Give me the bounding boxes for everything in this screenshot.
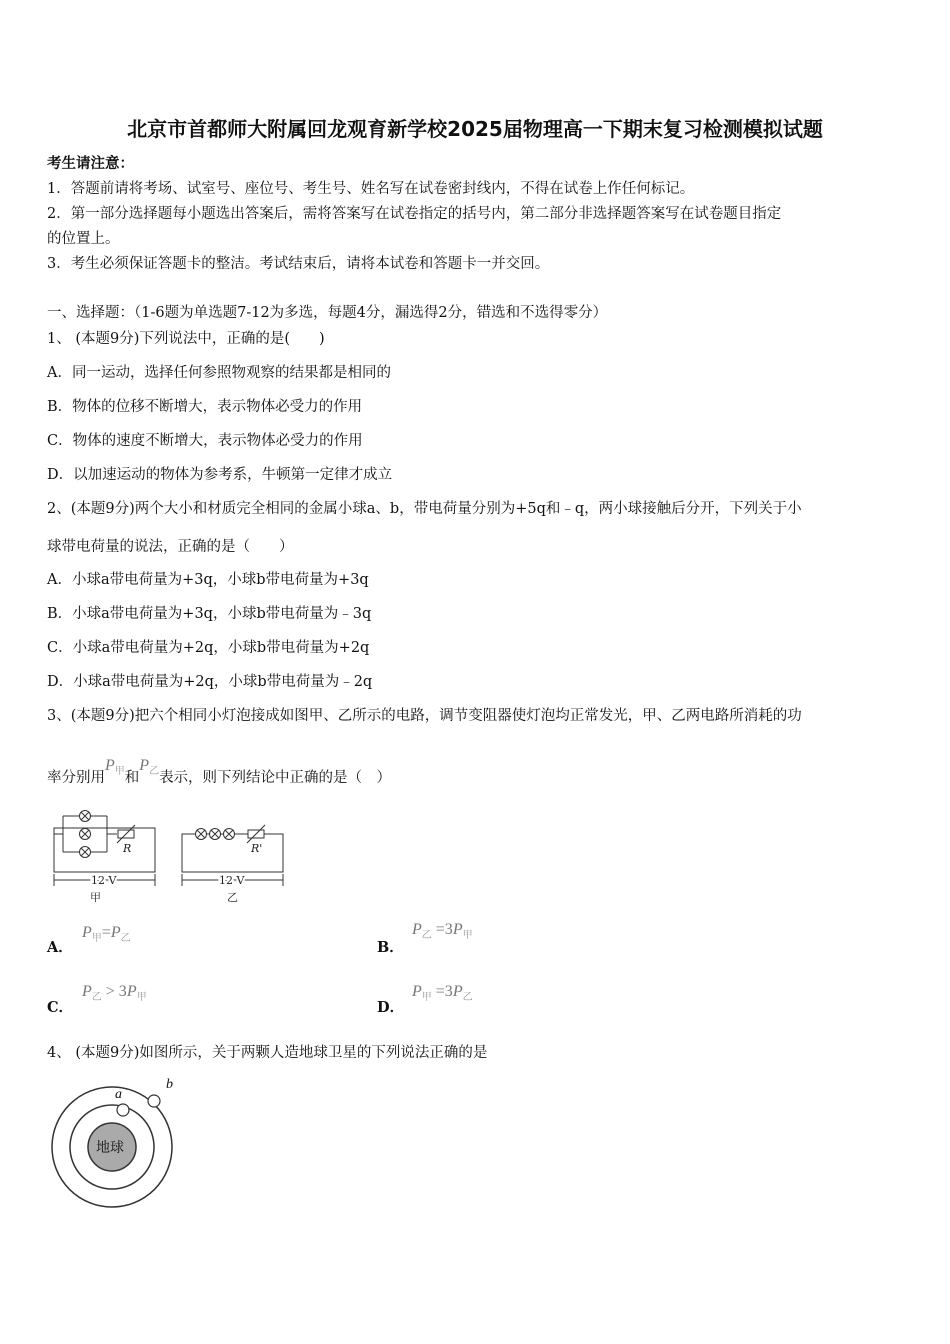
question-2-stem-cont: 球带电荷量的说法，正确的是（ ） [47,539,294,555]
question-3-option-c-label: C． [47,999,74,1016]
p-yi-symbol: $P_乙$ [139,757,160,778]
notice-item: 1．答题前请将考场、试室号、座位号、考生号、姓名写在试卷密封线内，不得在试卷上作任何标记。 [47,181,695,197]
question-3-stem: 3、(本题9分)把六个相同小灯泡接成如图甲、乙所示的电路，调节变阻器使灯泡均正常发光，甲、乙两电路所消耗的功 [47,708,802,724]
satellite-a [117,1104,129,1116]
question-1-option-c: C．物体的速度不断增大，表示物体必受力的作用 [47,433,363,449]
resistor-r-label: R [123,842,132,855]
question-3-option-d-label: D． [377,999,405,1016]
question-3-stem-cont: 率分别用$P_甲$和$P_乙$表示，则下列结论中正确的是（ ） [47,757,392,786]
satellite-b-label: b [166,1077,173,1092]
page-title: 北京市首都师大附属回龙观育新学校2025届物理高一下期末复习检测模拟试题 [127,117,823,141]
caption-yi: 乙 [227,891,238,904]
question-2-option-c: C．小球a带电荷量为+2q，小球b带电荷量为+2q [47,640,370,656]
section-heading: 一、选择题：（1-6题为单选题7-12为多选，每题4分，漏选得2分，错选和不选得零分） [47,305,608,321]
question-1-option-b: B．物体的位移不断增大，表示物体必受力的作用 [47,399,363,415]
satellite-b [148,1095,160,1107]
question-4-stem: 4、 (本题9分)如图所示，关于两颗人造地球卫星的下列说法正确的是 [47,1045,488,1061]
notice-item: 2．第一部分选择题每小题选出答案后，需将答案写在试卷指定的括号内，第二部分非选择题答案写在试卷题目指定 [47,206,782,222]
notice-item: 3．考生必须保证答题卡的整洁。考试结束后，请将本试卷和答题卡一并交回。 [47,256,550,272]
resistor-r-prime-label: R' [251,842,263,855]
caption-jia: 甲 [90,891,101,904]
voltage-label-yi: 12 V [219,874,245,887]
question-3-option-d-formula: $P_甲 =3P_乙$ [412,983,473,1004]
p-jia-symbol: $P_甲$ [105,757,125,778]
question-3-option-b-label: B． [377,939,404,956]
voltage-label-jia: 12 V [91,874,117,887]
question-1-stem: 1、 (本题9分)下列说法中，正确的是( ) [47,331,325,347]
question-2-option-b: B．小球a带电荷量为+3q，小球b带电荷量为﹣3q [47,606,372,622]
question-2-stem: 2、(本题9分)两个大小和材质完全相同的金属小球a、b，带电荷量分别为+5q和﹣q，两小球接触后分开，下列关于小 [47,501,802,517]
earth-label: 地球 [96,1140,124,1156]
notice-item: 的位置上。 [47,231,120,247]
circuit-diagram [45,808,295,908]
question-2-option-a: A．小球a带电荷量为+3q，小球b带电荷量为+3q [47,572,369,588]
notice-heading: 考生请注意： [47,155,134,172]
question-1-option-d: D．以加速运动的物体为参考系，牛顿第一定律才成立 [47,467,393,483]
question-3-option-a-formula: $P_甲=P_乙$ [82,924,131,945]
question-3-option-c-formula: $P_乙 > 3P_甲$ [82,983,147,1004]
question-3-option-a-label: A． [47,939,73,956]
satellite-orbit-diagram [45,1070,185,1210]
question-2-option-d: D．小球a带电荷量为+2q，小球b带电荷量为﹣2q [47,674,373,690]
question-1-option-a: A．同一运动，选择任何参照物观察的结果都是相同的 [47,365,391,381]
question-3-option-b-formula: $P_乙 =3P_甲$ [412,921,473,942]
satellite-a-label: a [115,1087,122,1102]
